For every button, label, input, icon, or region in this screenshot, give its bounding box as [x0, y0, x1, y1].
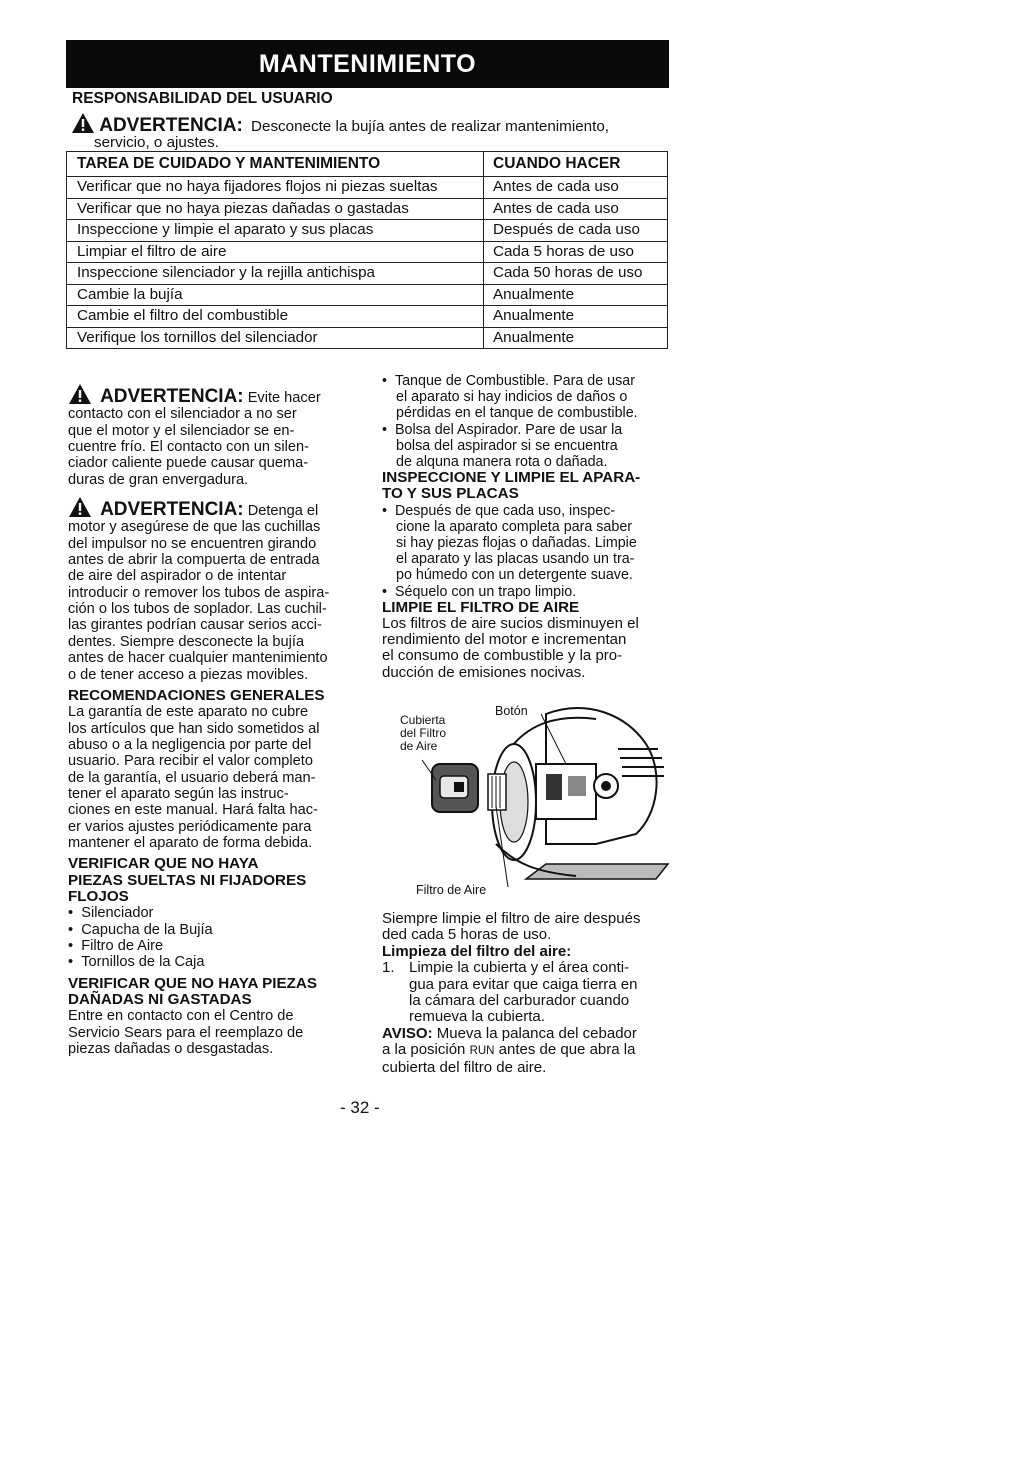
warning-1-line1 [68, 383, 358, 406]
warning-2-text: antes de abrir la compuerta de entrada [68, 552, 320, 569]
list-item-text: Capucha de la Bujía [81, 921, 213, 938]
when-cell: Antes de cada uso [484, 198, 668, 220]
notice-line2 [382, 1042, 674, 1059]
step-text: la cámara del carburador cuando [409, 992, 630, 1010]
task-cell: Inspeccione silenciador y la rejilla antichispa [67, 263, 484, 285]
warning-text-line1: Desconecte la bujía antes de realizar mantenimiento, [251, 118, 609, 135]
verify-damaged-text: Entre en contacto con el Centro de [68, 1008, 294, 1025]
verify-loose-heading: PIEZAS SUELTAS NI FIJADORES [68, 871, 307, 889]
warning-2-text: de aire del aspirador o de intentar [68, 568, 287, 585]
list-item: • Tanque de Combustible. Para de usar [382, 373, 635, 389]
recommendations-text: La garantía de este aparato no cubre [68, 704, 309, 721]
warning-1-text: ciador caliente puede causar quema- [68, 455, 309, 472]
task-cell: Verifique los tornillos del silenciador [67, 327, 484, 349]
list-item-text: el aparato y las placas usando un tra- [396, 551, 635, 568]
filter-label: Filtro de Aire [416, 883, 487, 897]
verify-loose-heading: FLOJOS [68, 887, 129, 905]
recommendations-text: de la garantía, el usuario deberá man- [68, 769, 316, 786]
warning-2-text: dentes. Siempre desconecte la bujía [68, 633, 305, 650]
when-cell: Cada 5 horas de uso [484, 241, 668, 263]
when-cell: Anualmente [484, 284, 668, 306]
table-row [67, 241, 668, 263]
filter-text: el consumo de combustible y la pro- [382, 647, 623, 665]
warning-2-text: introducir o remover los tubos de aspira- [68, 584, 330, 601]
step-text: remueva la cubierta. [409, 1008, 545, 1026]
recommendations-text: er varios ajustes periódicamente para [68, 818, 312, 835]
filter-text: ducción de emisiones nocivas. [382, 663, 586, 681]
warning-1-text: contacto con el silenciador a no ser [68, 406, 297, 423]
step-text: Limpie la cubierta y el área conti- [409, 959, 630, 977]
cover-label-line: de Aire [400, 739, 438, 753]
button-label: Botón [495, 704, 528, 718]
notice-line1 [382, 1026, 674, 1042]
notice-label: AVISO: [382, 1024, 433, 1042]
list-item-text: pérdidas en el tanque de combustible. [396, 405, 638, 422]
inspect-heading: TO Y SUS PLACAS [382, 485, 519, 503]
list-item-text: Tanque de Combustible. Para de usar [394, 373, 635, 389]
list-item: • Bolsa del Aspirador. Pare de usar la [382, 421, 623, 438]
list-item: • Filtro de Aire [68, 938, 164, 954]
recommendations-text: tener el aparato según las instruc- [68, 785, 289, 802]
after-text: Siempre limpie el filtro de aire después [382, 910, 641, 927]
verify-damaged-text: Servicio Sears para el reemplazo de [68, 1024, 304, 1041]
filter-heading: LIMPIE EL FILTRO DE AIRE [382, 598, 580, 616]
warning-1-label: ADVERTENCIA: [100, 386, 244, 407]
list-item-text: de alquna manera rota o dañada. [396, 454, 608, 471]
notice-run-text: RUN [469, 1045, 495, 1058]
warning-2-text: las girantes podrían causar serios acci- [68, 617, 322, 634]
page-number: - 32 - [340, 1098, 380, 1117]
section-title-banner [66, 40, 669, 88]
table-row [67, 177, 668, 199]
recommendations-text: abuso o a la negligencia por parte del [68, 736, 312, 753]
verify-loose-heading: VERIFICAR QUE NO HAYA [68, 855, 259, 873]
task-cell: Limpiar el filtro de aire [67, 241, 484, 263]
step-1 [382, 960, 674, 976]
list-item-text: Después de que cada uso, inspec- [394, 502, 616, 519]
notice-text: antes de que abra la [498, 1041, 636, 1059]
after-text: ded cada 5 horas de uso. [382, 926, 552, 944]
notice-text: Mueva la palanca del cebador [436, 1024, 637, 1042]
section-title: MANTENIMIENTO [258, 49, 477, 78]
table-row [67, 198, 668, 220]
recommendations-text: los artículos que han sido sometidos al [68, 720, 320, 737]
warning-triangle-icon [68, 496, 92, 518]
list-item-text: Silenciador [81, 905, 154, 922]
maintenance-table [66, 151, 668, 349]
verify-damaged-heading: DAÑADAS NI GASTADAS [68, 991, 252, 1009]
warning-2-text: motor y asegúrese de que las cuchillas [68, 519, 321, 536]
inspect-heading: INSPECCIONE Y LIMPIE EL APARA- [382, 469, 641, 487]
when-cell: Antes de cada uso [484, 177, 668, 199]
subtitle: RESPONSABILIDAD DEL USUARIO [72, 90, 333, 107]
list-item: • Séquelo con un trapo limpio. [382, 583, 577, 600]
step-number: 1. [382, 959, 395, 977]
list-item: • Después de que cada uso, inspec- [382, 502, 616, 519]
list-item: • Capucha de la Bujía [68, 921, 213, 938]
when-cell: Anualmente [484, 327, 668, 349]
notice-text: a la posición [382, 1041, 466, 1059]
warning-2-text: Detenga el [247, 503, 319, 520]
list-item-text: Tornillos de la Caja [81, 954, 205, 971]
task-cell: Verificar que no haya piezas dañadas o gastadas [67, 198, 484, 220]
cover-label [400, 714, 446, 753]
recommendations-text: mantener el aparato de forma debida. [68, 834, 313, 851]
warning-triangle-icon [71, 112, 95, 134]
warning-2-text: del impulsor no se encuentren girando [68, 535, 317, 552]
warning-2-text: o de tener acceso a piezas movibles. [68, 666, 309, 683]
list-item: • Tornillos de la Caja [68, 954, 205, 971]
warning-2-line1 [68, 496, 358, 519]
verify-damaged-heading: VERIFICAR QUE NO HAYA PIEZAS [68, 974, 317, 992]
recommendations-heading: RECOMENDACIONES GENERALES [68, 686, 325, 704]
filter-text: Los filtros de aire sucios disminuyen el [382, 615, 639, 633]
table-row [67, 306, 668, 328]
when-cell: Anualmente [484, 306, 668, 328]
top-warning [71, 112, 609, 151]
verify-damaged-text: piezas dañadas o desgastadas. [68, 1041, 274, 1058]
table-row [67, 263, 668, 285]
list-item: • Silenciador [68, 905, 154, 922]
list-item-text: Séquelo con un trapo limpio. [394, 583, 577, 600]
right-column-bottom [382, 911, 674, 1076]
recommendations-text: usuario. Para recibir el valor completo [68, 753, 313, 770]
filter-text: rendimiento del motor e incrementan [382, 631, 627, 649]
warning-1-text: Evite hacer [247, 390, 321, 406]
table-header-when: CUANDO HACER [484, 152, 668, 177]
cover-label-line: Cubierta [400, 713, 446, 727]
table-header-row [67, 152, 668, 177]
warning-2-text: antes de hacer cualquier mantenimiento [68, 650, 328, 667]
task-cell: Cambie el filtro del combustible [67, 306, 484, 328]
table-row [67, 284, 668, 306]
air-filter-illustration [396, 694, 672, 904]
list-item-text: el aparato si hay indicios de daños o [396, 389, 628, 406]
step-text: gua para evitar que caiga tierra en [409, 975, 638, 993]
list-item-text: bolsa del aspirador si se encuentra [396, 437, 618, 454]
task-cell: Inspeccione y limpie el aparato y sus placas [67, 220, 484, 242]
table-header-task: TAREA DE CUIDADO Y MANTENIMIENTO [67, 152, 484, 177]
list-item-text: po húmedo con un detergente suave. [396, 567, 633, 584]
list-item-text: cione la aparato completa para saber [396, 518, 633, 535]
left-column [68, 383, 358, 1057]
recommendations-text: ciones en este manual. Hará falta hac- [68, 802, 318, 819]
warning-1-text: cuentre frío. El contacto con un silen- [68, 439, 309, 456]
when-cell: Después de cada uso [484, 220, 668, 242]
task-cell: Cambie la bujía [67, 284, 484, 306]
warning-2-label: ADVERTENCIA: [100, 499, 244, 521]
warning-text-line2: servicio, o ajustes. [94, 134, 219, 151]
warning-1-text: duras de gran envergadura. [68, 471, 249, 488]
table-row [67, 327, 668, 349]
warning-1-text: que el motor y el silenciador se en- [68, 422, 295, 439]
warning-2-text: ción o los tubos de soplador. Las cuchil- [68, 601, 327, 618]
warning-label: ADVERTENCIA: [99, 115, 243, 136]
warning-triangle-icon [68, 383, 92, 405]
list-item-text: si hay piezas flojas o dañadas. Limpie [396, 535, 637, 552]
notice-text: cubierta del filtro de aire. [382, 1058, 547, 1076]
table-row [67, 220, 668, 242]
right-column-top [382, 373, 674, 681]
cleaning-subheading: Limpieza del filtro del aire: [382, 942, 572, 960]
cover-label-line: del Filtro [400, 726, 447, 740]
task-cell: Verificar que no haya fijadores flojos ni piezas sueltas [67, 177, 484, 199]
when-cell: Cada 50 horas de uso [484, 263, 668, 285]
list-item-text: Bolsa del Aspirador. Pare de usar la [394, 421, 623, 438]
list-item-text: Filtro de Aire [81, 938, 164, 954]
